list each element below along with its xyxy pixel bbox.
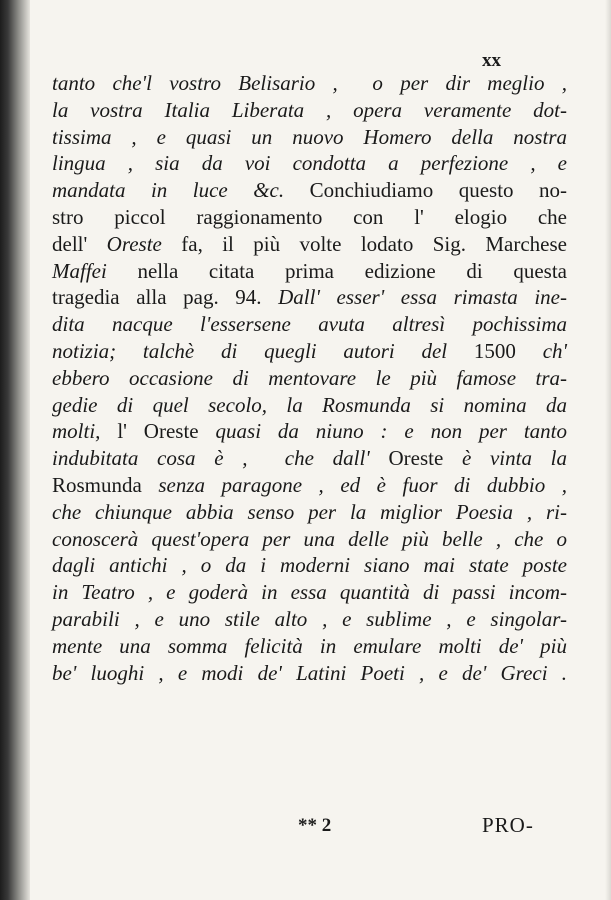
- text-line: [52, 445, 567, 472]
- italic-text: che chiunque abbia senso per la miglior Poesia , ri-: [52, 499, 567, 524]
- text-line: [52, 204, 567, 231]
- roman-text: Oreste: [388, 446, 462, 471]
- italic-text: Oreste: [106, 231, 162, 256]
- italic-text: notizia; talchè di quegli autori del: [52, 338, 474, 363]
- catchword: PRO-: [482, 813, 534, 837]
- italic-text: be' luoghi , e modi de' Latini Poeti , e de' Greci .: [52, 660, 567, 685]
- text-line: [52, 418, 567, 445]
- italic-text: conoscerà quest'opera per una delle più belle , che o: [52, 526, 567, 551]
- text-line: [52, 97, 567, 124]
- text-line: [52, 365, 567, 392]
- body-text: [52, 70, 567, 686]
- text-line: [52, 499, 567, 526]
- italic-text: senza paragone , ed è fuor di dubbio ,: [158, 472, 567, 497]
- text-line: [52, 70, 567, 97]
- text-line: [52, 231, 567, 258]
- text-line: [52, 579, 567, 606]
- roman-text: 1500: [473, 338, 516, 363]
- roman-text: stro piccol raggionamento con l' elogio che: [52, 204, 567, 229]
- text-line: [52, 660, 567, 687]
- italic-text: mente una somma felicità in emulare molti de' più: [52, 633, 567, 658]
- italic-text: lingua , sia da voi condotta a perfezione , e: [52, 151, 567, 176]
- italic-text: gedie di quel secolo, la Rosmunda si nomina da: [52, 392, 567, 417]
- text-line: [52, 338, 567, 365]
- italic-text: parabili , e uno stile alto , e sublime , e singolar-: [52, 606, 567, 631]
- italic-text: tissima , e quasi un nuovo Homero della nostra: [52, 124, 567, 149]
- signature-mark: ** 2: [298, 815, 332, 836]
- italic-text: mandata in luce &c.: [52, 178, 310, 203]
- roman-text: nella citata prima edizione di questa: [106, 258, 567, 283]
- roman-text: fa, il più volte lodato Sig. Marchese: [161, 231, 567, 256]
- text-line: [52, 633, 567, 660]
- roman-text: tragedia alla pag. 94.: [52, 285, 279, 310]
- roman-text: Conchiudiamo questo no-: [309, 178, 567, 203]
- roman-text: dell': [52, 231, 107, 256]
- roman-text: Rosmunda: [52, 472, 159, 497]
- italic-text: ch': [515, 338, 568, 363]
- text-line: [52, 177, 567, 204]
- text-line: [52, 552, 567, 579]
- page-number: xx: [482, 50, 501, 71]
- text-line: [52, 258, 567, 285]
- italic-text: è vinta la: [461, 446, 567, 471]
- text-line: [52, 606, 567, 633]
- italic-text: la vostra Italia Liberata , opera veramente dot-: [52, 97, 567, 122]
- page-edge: [605, 0, 611, 900]
- italic-text: tanto che'l vostro Belisario , o per dir meglio ,: [52, 71, 567, 95]
- italic-text: Dall' esser' essa rimasta ine-: [278, 285, 567, 310]
- italic-text: Maffei: [52, 258, 107, 283]
- roman-text: l' Oreste: [117, 419, 216, 444]
- italic-text: dagli antichi , o da i moderni siano mai state poste: [52, 553, 567, 578]
- italic-text: molti,: [52, 419, 118, 444]
- text-line: [52, 392, 567, 419]
- text-line: [52, 124, 567, 151]
- text-line: [52, 472, 567, 499]
- text-line: [52, 284, 567, 311]
- book-binding-shadow: [0, 0, 30, 900]
- text-line: [52, 526, 567, 553]
- italic-text: indubitata cosa è , che dall': [52, 446, 389, 471]
- italic-text: dita nacque l'essersene avuta altresì pochissima: [52, 312, 567, 337]
- italic-text: in Teatro , e goderà in essa quantità di passi incom-: [52, 580, 567, 605]
- italic-text: quasi da niuno : e non per tanto: [215, 419, 568, 444]
- text-line: [52, 150, 567, 177]
- text-line: [52, 311, 567, 338]
- italic-text: ebbero occasione di mentovare le più famose tra-: [52, 365, 567, 390]
